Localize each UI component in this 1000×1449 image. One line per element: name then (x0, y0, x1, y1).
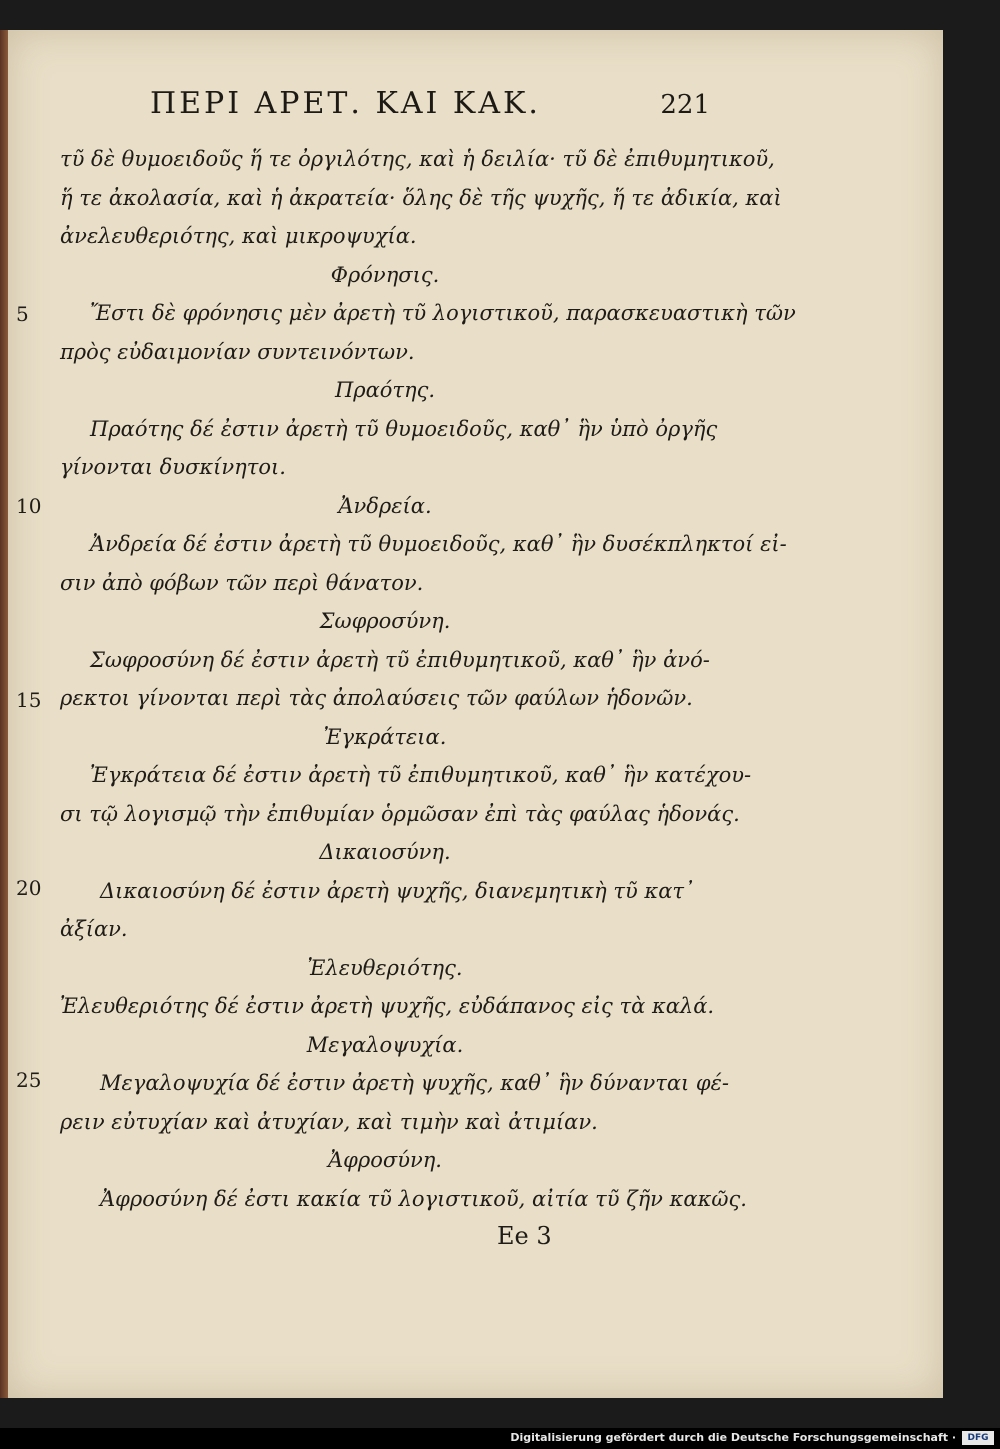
text-line: γίνονται δυσκίνητοι. (60, 455, 286, 479)
section-heading: Ἐλευθεριότης. (307, 955, 463, 980)
running-title: ΠΕΡΙ ΑΡΕΤ. ΚΑΙ ΚΑΚ. (150, 86, 541, 121)
line-number: 15 (16, 688, 42, 712)
running-header (150, 86, 710, 130)
text-line: σιν ἀπὸ φόβων τῶν περὶ θάνατον. (60, 570, 424, 595)
section-heading: Ἀνδρεία. (338, 493, 432, 518)
section-heading: Ἐγκράτεια. (323, 724, 447, 749)
footer-credit: Digitalisierung gefördert durch die Deutsche Forschungsgemeinschaft · (510, 1431, 956, 1444)
section-heading: Φρόνησις. (330, 262, 440, 287)
text-line: πρὸς εὐδαιμονίαν συντεινόντων. (60, 339, 415, 364)
text-line: Πραότης δέ ἐστιν ἀρετὴ τῦ θυμοειδοῦς, καθ᾽ ἣν ὑπὸ ὀργῆς (90, 416, 718, 441)
line-number: 20 (16, 876, 42, 900)
book-spine-edge (0, 30, 8, 1398)
section-heading: Σωφροσύνη. (319, 609, 451, 633)
text-line: Μεγαλοψυχία δέ ἐστιν ἀρετὴ ψυχῆς, καθ᾽ ἣν δύνανται φέ- (100, 1071, 730, 1095)
line-number: 25 (16, 1068, 42, 1092)
section-heading: Δικαιοσύνη. (319, 840, 451, 864)
text-line: ἀνελευθεριότης, καὶ μικροψυχία. (60, 224, 417, 248)
section-heading: Πραότης. (334, 378, 436, 402)
text-line: Ἐλευθεριότης δέ ἐστιν ἀρετὴ ψυχῆς, εὐδάπανος εἰς τὰ καλά. (60, 994, 715, 1018)
line-number: 5 (16, 302, 29, 326)
text-line: Ἔστι δὲ φρόνησις μὲν ἀρετὴ τῦ λογιστικοῦ, παρασκευαστικὴ τῶν (90, 301, 796, 325)
text-line: Ἀνδρεία δέ ἐστιν ἀρετὴ τῦ θυμοειδοῦς, καθ᾽ ἣν δυσέκπληκτοί εἰ- (90, 532, 787, 556)
main-text-block (60, 140, 796, 1218)
text-line: Ἀφροσύνη δέ ἐστι κακία τῦ λογιστικοῦ, αἰτία τῦ ζῆν κακῶς. (100, 1186, 747, 1211)
text-line: Σωφροσύνη δέ ἐστιν ἀρετὴ τῦ ἐπιθυμητικοῦ, καθ᾽ ἣν ἀνό- (90, 647, 710, 672)
dfg-logo: DFG (962, 1431, 994, 1445)
footer-bar (0, 1428, 1000, 1449)
text-line: ἀξίαν. (60, 917, 128, 941)
text-line: ρειν εὐτυχίαν καὶ ἀτυχίαν, καὶ τιμὴν καὶ ἀτιμίαν. (60, 1109, 598, 1134)
line-number: 10 (16, 494, 42, 518)
text-line: Ἐγκράτεια δέ ἐστιν ἀρετὴ τῦ ἐπιθυμητικοῦ, καθ᾽ ἣν κατέχου- (90, 763, 752, 787)
section-heading: Ἀφροσύνη. (328, 1148, 442, 1172)
page-number: 221 (660, 90, 710, 120)
text-line: ἥ τε ἀκολασία, καὶ ἡ ἀκρατεία· ὅλης δὲ τῆς ψυχῆς, ἥ τε ἀδικία, καὶ (60, 185, 782, 210)
text-line: τῦ δὲ θυμοειδοῦς ἥ τε ὀργιλότης, καὶ ἡ δειλία· τῦ δὲ ἐπιθυμητικοῦ, (60, 147, 775, 171)
signature-mark: Ee 3 (497, 1222, 552, 1250)
section-heading: Μεγαλοψυχία. (306, 1032, 464, 1057)
text-line: Δικαιοσύνη δέ ἐστιν ἀρετὴ ψυχῆς, διανεμητικὴ τῦ κατ᾽ (100, 878, 695, 903)
text-line: σι τῷ λογισμῷ τὴν ἐπιθυμίαν ὁρμῶσαν ἐπὶ τὰς φαύλας ἡδονάς. (60, 801, 740, 826)
text-line: ρεκτοι γίνονται περὶ τὰς ἀπολαύσεις τῶν φαύλων ἡδονῶν. (60, 686, 693, 710)
